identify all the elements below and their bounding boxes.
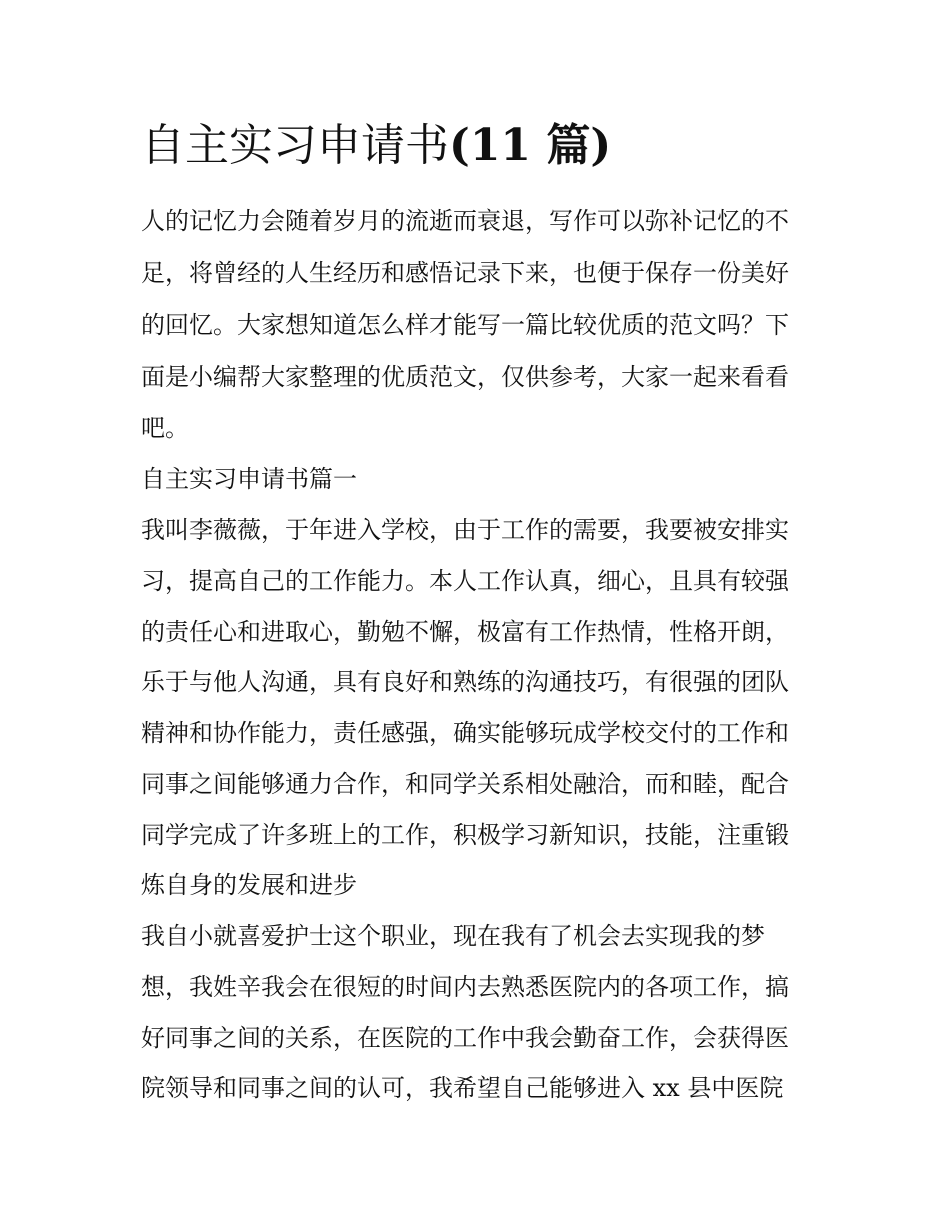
- title-count: (11 篇): [449, 120, 612, 171]
- intro-line-2: 足，将曾经的人生经历和感悟记录下来，也便于保存一份美好: [141, 259, 789, 287]
- intro-line-3: 的回忆。大家想知道怎么样才能写一篇比较优质的范文吗？下: [141, 311, 789, 339]
- body-line-6: 同事之间能够通力合作，和同学关系相处融洽，而和睦，配合: [141, 770, 789, 798]
- body-line-4: 乐于与他人沟通，具有良好和熟练的沟通技巧，有很强的团队: [141, 668, 789, 696]
- body-line-11: 好同事之间的关系，在医院的工作中我会勤奋工作，会获得医: [141, 1024, 789, 1052]
- body-line-12: 院领导和同事之间的认可，我希望自己能够进入 xx 县中医院: [141, 1074, 784, 1102]
- intro-line-1: 人的记忆力会随着岁月的流逝而衰退，写作可以弥补记忆的不: [141, 207, 789, 235]
- body-line-8: 炼自身的发展和进步: [141, 871, 357, 899]
- body-line-7: 同学完成了许多班上的工作，积极学习新知识，技能，注重锻: [141, 821, 789, 849]
- body-line-5: 精神和协作能力，责任感强，确实能够玩成学校交付的工作和: [141, 719, 789, 747]
- intro-line-5: 吧。: [141, 414, 189, 442]
- body-line-1: 我叫李薇薇，于年进入学校，由于工作的需要，我要被安排实: [141, 516, 789, 544]
- body-line-10: 想，我姓辛我会在很短的时间内去熟悉医院内的各项工作，搞: [141, 973, 789, 1001]
- body-line-9: 我自小就喜爱护士这个职业，现在我有了机会去实现我的梦: [141, 922, 765, 950]
- document-title: [141, 116, 841, 176]
- title-text: 自主实习申请书: [141, 120, 449, 171]
- section-heading-1: 自主实习申请书篇一: [141, 465, 357, 493]
- body-line-2: 习，提高自己的工作能力。本人工作认真，细心，且具有较强: [141, 567, 789, 595]
- intro-line-4: 面是小编帮大家整理的优质范文，仅供参考，大家一起来看看: [141, 363, 789, 391]
- body-line-3: 的责任心和进取心，勤勉不懈，极富有工作热情，性格开朗，: [141, 618, 789, 646]
